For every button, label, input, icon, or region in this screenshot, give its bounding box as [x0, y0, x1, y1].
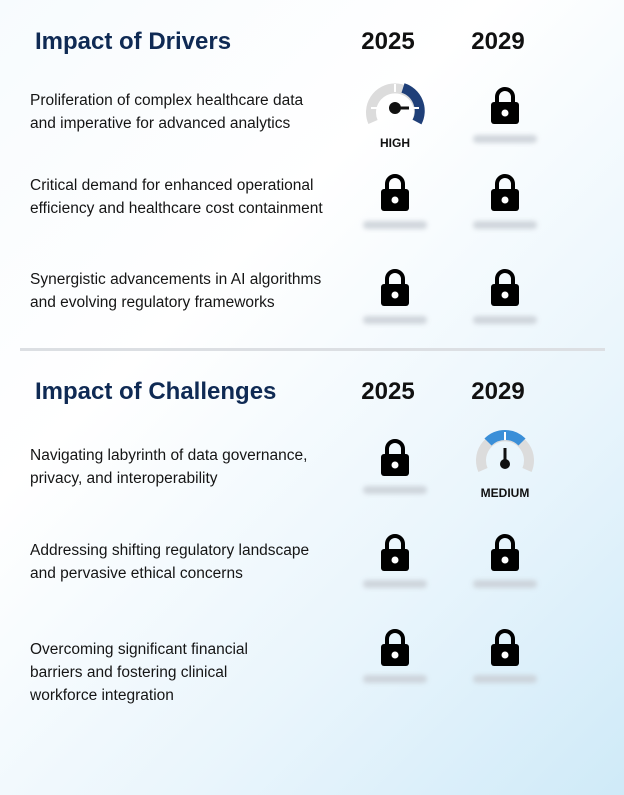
locked-value-placeholder [473, 316, 537, 324]
challenge-row-1-2025-cell[interactable] [340, 432, 450, 512]
locked-value-placeholder [363, 675, 427, 683]
drivers-title: Impact of Drivers [35, 28, 232, 55]
challenges-title: Impact of Challenges [35, 378, 277, 405]
driver-row-2-text: Critical demand for enhanced operational efficiency and healthcare cost containment [30, 177, 323, 217]
lock-icon[interactable] [380, 438, 410, 478]
challenge-row-1-text: Navigating labyrinth of data governance, privacy, and interoperability [30, 447, 308, 487]
lock-icon[interactable] [380, 173, 410, 213]
drivers-year-2029: 2029 [471, 28, 525, 55]
locked-value-placeholder [363, 316, 427, 324]
lock-icon[interactable] [380, 268, 410, 308]
high-label: HIGH [380, 136, 410, 150]
lock-icon[interactable] [490, 533, 520, 573]
driver-row-3-2025-cell[interactable] [340, 262, 450, 342]
challenge-row-3-2025-cell[interactable] [340, 622, 450, 702]
locked-value-placeholder [473, 580, 537, 588]
driver-row-1-2029-cell[interactable] [450, 80, 560, 160]
section-divider [20, 348, 605, 351]
locked-value-placeholder [363, 221, 427, 229]
locked-value-placeholder [363, 580, 427, 588]
lock-icon[interactable] [490, 173, 520, 213]
challenge-row-2-2029-cell[interactable] [450, 527, 560, 607]
locked-value-placeholder [473, 675, 537, 683]
lock-icon[interactable] [490, 628, 520, 668]
challenge-row-2-text: Addressing shifting regulatory landscape and pervasive ethical concerns [30, 542, 310, 582]
challenges-year-2025: 2025 [361, 378, 415, 405]
locked-value-placeholder [473, 221, 537, 229]
driver-row-1-2025-cell [340, 80, 450, 160]
lock-icon[interactable] [490, 86, 520, 126]
locked-value-placeholder [473, 135, 537, 143]
driver-row-2-2029-cell[interactable] [450, 167, 560, 247]
challenge-row-2-2025-cell[interactable] [340, 527, 450, 607]
locked-value-placeholder [363, 486, 427, 494]
medium-gauge-icon [475, 428, 535, 480]
medium-label: MEDIUM [480, 486, 530, 500]
challenges-year-2029: 2029 [471, 378, 525, 405]
lock-icon[interactable] [380, 628, 410, 668]
driver-row-3-2029-cell[interactable] [450, 262, 560, 342]
challenge-row-1-2029-cell [450, 428, 560, 508]
lock-icon[interactable] [380, 533, 410, 573]
driver-row-2-2025-cell[interactable] [340, 167, 450, 247]
challenge-row-3-text: Overcoming significant financial barriers and fostering clinical workforce integration [30, 641, 248, 704]
driver-row-3-text: Synergistic advancements in AI algorithms and evolving regulatory frameworks [30, 271, 322, 311]
challenge-row-3-2029-cell[interactable] [450, 622, 560, 702]
high-gauge-icon [365, 80, 425, 132]
lock-icon[interactable] [490, 268, 520, 308]
drivers-year-2025: 2025 [361, 28, 415, 55]
driver-row-1-text: Proliferation of complex healthcare data and imperative for advanced analytics [30, 92, 304, 132]
